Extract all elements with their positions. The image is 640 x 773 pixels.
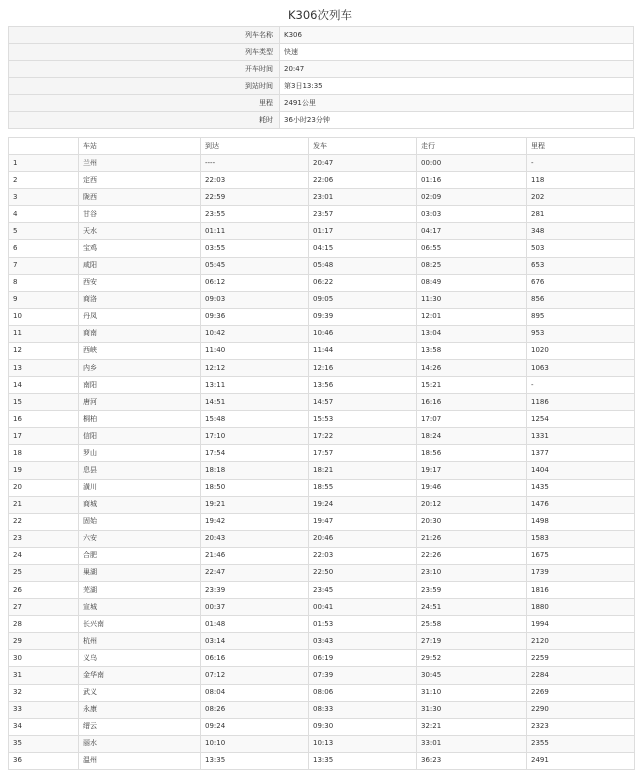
stop-number: 36 [9, 752, 79, 769]
station-name: 六安 [79, 530, 201, 547]
station-name: 永康 [79, 701, 201, 718]
arrival-time: 19:21 [201, 496, 309, 513]
arrival-time: 10:10 [201, 735, 309, 752]
stop-number: 1 [9, 155, 79, 172]
stop-number: 28 [9, 616, 79, 633]
distance: 2284 [527, 667, 635, 684]
page-title: K306次列车 [288, 8, 352, 22]
stop-number: 15 [9, 394, 79, 411]
table-row [9, 718, 635, 735]
elapsed-time: 19:17 [417, 462, 527, 479]
departure-time: 10:46 [309, 325, 417, 342]
elapsed-time: 32:21 [417, 718, 527, 735]
elapsed-time: 23:59 [417, 582, 527, 599]
departure-time: 05:48 [309, 257, 417, 274]
departure-time: 23:45 [309, 582, 417, 599]
stop-number: 5 [9, 223, 79, 240]
arrival-time: 03:55 [201, 240, 309, 257]
table-row [9, 172, 635, 189]
station-name: 杭州 [79, 633, 201, 650]
distance: 2491 [527, 752, 635, 769]
table-row [9, 342, 635, 359]
stop-number: 3 [9, 189, 79, 206]
elapsed-time: 24:51 [417, 599, 527, 616]
distance: 856 [527, 291, 635, 308]
distance: 2120 [527, 633, 635, 650]
station-name: 温州 [79, 752, 201, 769]
departure-time: 12:16 [309, 360, 417, 377]
info-label: 列车类型 [9, 44, 280, 61]
arrival-time: 05:45 [201, 257, 309, 274]
distance: 2355 [527, 735, 635, 752]
distance: 2323 [527, 718, 635, 735]
column-header [9, 138, 79, 155]
departure-time: 01:53 [309, 616, 417, 633]
elapsed-time: 25:58 [417, 616, 527, 633]
elapsed-time: 12:01 [417, 308, 527, 325]
elapsed-time: 16:16 [417, 394, 527, 411]
distance: 1498 [527, 513, 635, 530]
stop-number: 33 [9, 701, 79, 718]
schedule-body [9, 155, 635, 770]
station-name: 固始 [79, 513, 201, 530]
table-row [9, 582, 635, 599]
distance: 2269 [527, 684, 635, 701]
elapsed-time: 14:26 [417, 360, 527, 377]
distance: 1994 [527, 616, 635, 633]
arrival-time: 15:48 [201, 411, 309, 428]
stop-number: 30 [9, 650, 79, 667]
elapsed-time: 23:10 [417, 564, 527, 581]
station-name: 罗山 [79, 445, 201, 462]
elapsed-time: 29:52 [417, 650, 527, 667]
table-row [9, 291, 635, 308]
departure-time: 07:39 [309, 667, 417, 684]
stop-number: 4 [9, 206, 79, 223]
table-row [9, 479, 635, 496]
station-name: 巢湖 [79, 564, 201, 581]
stop-number: 12 [9, 342, 79, 359]
distance: 1254 [527, 411, 635, 428]
table-row [9, 547, 635, 564]
station-name: 缙云 [79, 718, 201, 735]
distance: 1816 [527, 582, 635, 599]
elapsed-time: 19:46 [417, 479, 527, 496]
station-name: 金华南 [79, 667, 201, 684]
elapsed-time: 27:19 [417, 633, 527, 650]
info-row [9, 78, 634, 95]
info-row [9, 95, 634, 112]
elapsed-time: 04:17 [417, 223, 527, 240]
stop-number: 14 [9, 377, 79, 394]
stop-number: 19 [9, 462, 79, 479]
station-name: 西峡 [79, 342, 201, 359]
distance: 895 [527, 308, 635, 325]
elapsed-time: 08:49 [417, 274, 527, 291]
stop-number: 16 [9, 411, 79, 428]
elapsed-time: 36:23 [417, 752, 527, 769]
arrival-time: 14:51 [201, 394, 309, 411]
table-row [9, 308, 635, 325]
departure-time: 13:56 [309, 377, 417, 394]
arrival-time: 13:35 [201, 752, 309, 769]
column-header: 发车 [309, 138, 417, 155]
arrival-time: 18:18 [201, 462, 309, 479]
distance: 1331 [527, 428, 635, 445]
elapsed-time: 13:04 [417, 325, 527, 342]
arrival-time: 22:03 [201, 172, 309, 189]
stop-number: 27 [9, 599, 79, 616]
stop-number: 11 [9, 325, 79, 342]
elapsed-time: 02:09 [417, 189, 527, 206]
elapsed-time: 18:24 [417, 428, 527, 445]
station-name: 商洛 [79, 291, 201, 308]
departure-time: 06:19 [309, 650, 417, 667]
train-info-body [9, 27, 634, 129]
arrival-time: 11:40 [201, 342, 309, 359]
departure-time: 23:01 [309, 189, 417, 206]
arrival-time: 13:11 [201, 377, 309, 394]
distance: 676 [527, 274, 635, 291]
arrival-time: 01:48 [201, 616, 309, 633]
station-name: 武义 [79, 684, 201, 701]
departure-time: 03:43 [309, 633, 417, 650]
elapsed-time: 17:07 [417, 411, 527, 428]
distance: 281 [527, 206, 635, 223]
departure-time: 09:39 [309, 308, 417, 325]
departure-time: 18:21 [309, 462, 417, 479]
stop-number: 24 [9, 547, 79, 564]
elapsed-time: 31:10 [417, 684, 527, 701]
departure-time: 20:47 [309, 155, 417, 172]
arrival-time: 07:12 [201, 667, 309, 684]
info-row [9, 27, 634, 44]
station-name: 商南 [79, 325, 201, 342]
departure-time: 19:47 [309, 513, 417, 530]
distance: 1186 [527, 394, 635, 411]
elapsed-time: 31:30 [417, 701, 527, 718]
station-name: 陇西 [79, 189, 201, 206]
column-header: 里程 [527, 138, 635, 155]
departure-time: 11:44 [309, 342, 417, 359]
elapsed-time: 06:55 [417, 240, 527, 257]
elapsed-time: 33:01 [417, 735, 527, 752]
distance: 1476 [527, 496, 635, 513]
distance: - [527, 377, 635, 394]
distance: 953 [527, 325, 635, 342]
info-row [9, 61, 634, 78]
table-row [9, 223, 635, 240]
distance: 1583 [527, 530, 635, 547]
departure-time: 08:33 [309, 701, 417, 718]
elapsed-time: 03:03 [417, 206, 527, 223]
arrival-time: 06:12 [201, 274, 309, 291]
station-name: 信阳 [79, 428, 201, 445]
info-value: 快速 [280, 44, 634, 61]
info-value: 2491公里 [280, 95, 634, 112]
departure-time: 06:22 [309, 274, 417, 291]
station-name: 芜湖 [79, 582, 201, 599]
station-name: 义乌 [79, 650, 201, 667]
elapsed-time: 13:58 [417, 342, 527, 359]
station-name: 西安 [79, 274, 201, 291]
departure-time: 18:55 [309, 479, 417, 496]
elapsed-time: 22:26 [417, 547, 527, 564]
departure-time: 08:06 [309, 684, 417, 701]
stop-number: 21 [9, 496, 79, 513]
table-row [9, 735, 635, 752]
departure-time: 13:35 [309, 752, 417, 769]
distance: 118 [527, 172, 635, 189]
info-row [9, 112, 634, 129]
station-name: 宝鸡 [79, 240, 201, 257]
departure-time: 01:17 [309, 223, 417, 240]
station-name: 丽水 [79, 735, 201, 752]
station-name: 息县 [79, 462, 201, 479]
info-row [9, 44, 634, 61]
station-name: 兰州 [79, 155, 201, 172]
station-name: 天水 [79, 223, 201, 240]
info-value: 第3日13:35 [280, 78, 634, 95]
table-row [9, 752, 635, 769]
table-row [9, 240, 635, 257]
station-name: 内乡 [79, 360, 201, 377]
stop-number: 8 [9, 274, 79, 291]
distance: 653 [527, 257, 635, 274]
elapsed-time: 08:25 [417, 257, 527, 274]
column-header: 到达 [201, 138, 309, 155]
arrival-time: 19:42 [201, 513, 309, 530]
departure-time: 09:30 [309, 718, 417, 735]
elapsed-time: 15:21 [417, 377, 527, 394]
stop-number: 34 [9, 718, 79, 735]
departure-time: 23:57 [309, 206, 417, 223]
table-row [9, 667, 635, 684]
column-header: 走行 [417, 138, 527, 155]
station-name: 宣城 [79, 599, 201, 616]
table-row [9, 513, 635, 530]
departure-time: 19:24 [309, 496, 417, 513]
elapsed-time: 21:26 [417, 530, 527, 547]
departure-time: 15:53 [309, 411, 417, 428]
table-row [9, 428, 635, 445]
station-name: 甘谷 [79, 206, 201, 223]
table-row [9, 496, 635, 513]
arrival-time: 09:03 [201, 291, 309, 308]
elapsed-time: 18:56 [417, 445, 527, 462]
stop-number: 10 [9, 308, 79, 325]
arrival-time: 18:50 [201, 479, 309, 496]
arrival-time: 22:47 [201, 564, 309, 581]
station-name: 桐柏 [79, 411, 201, 428]
table-row [9, 377, 635, 394]
departure-time: 17:57 [309, 445, 417, 462]
elapsed-time: 20:12 [417, 496, 527, 513]
column-header: 车站 [79, 138, 201, 155]
station-name: 商城 [79, 496, 201, 513]
stop-number: 29 [9, 633, 79, 650]
elapsed-time: 00:00 [417, 155, 527, 172]
table-row [9, 257, 635, 274]
train-info-table [8, 26, 634, 129]
arrival-time: 22:59 [201, 189, 309, 206]
departure-time: 14:57 [309, 394, 417, 411]
info-value: 36小时23分钟 [280, 112, 634, 129]
arrival-time: 03:14 [201, 633, 309, 650]
table-row [9, 445, 635, 462]
arrival-time: 10:42 [201, 325, 309, 342]
stop-number: 7 [9, 257, 79, 274]
stop-number: 2 [9, 172, 79, 189]
table-row [9, 155, 635, 172]
stop-number: 25 [9, 564, 79, 581]
stop-number: 22 [9, 513, 79, 530]
distance: 1404 [527, 462, 635, 479]
info-label: 列车名称 [9, 27, 280, 44]
departure-time: 17:22 [309, 428, 417, 445]
stop-number: 23 [9, 530, 79, 547]
stop-number: 9 [9, 291, 79, 308]
distance: 503 [527, 240, 635, 257]
table-row [9, 411, 635, 428]
table-row [9, 206, 635, 223]
station-name: 南阳 [79, 377, 201, 394]
arrival-time: 17:54 [201, 445, 309, 462]
table-row [9, 189, 635, 206]
table-row [9, 394, 635, 411]
arrival-time: 23:39 [201, 582, 309, 599]
arrival-time: 08:04 [201, 684, 309, 701]
departure-time: 22:50 [309, 564, 417, 581]
arrival-time: 20:43 [201, 530, 309, 547]
arrival-time: 23:55 [201, 206, 309, 223]
table-row [9, 616, 635, 633]
stop-number: 17 [9, 428, 79, 445]
distance: 202 [527, 189, 635, 206]
stop-number: 31 [9, 667, 79, 684]
distance: 1063 [527, 360, 635, 377]
info-value: K306 [280, 27, 634, 44]
distance: 1020 [527, 342, 635, 359]
elapsed-time: 11:30 [417, 291, 527, 308]
arrival-time: 09:36 [201, 308, 309, 325]
info-value: 20:47 [280, 61, 634, 78]
arrival-time: 01:11 [201, 223, 309, 240]
stop-number: 6 [9, 240, 79, 257]
table-row [9, 633, 635, 650]
table-row [9, 274, 635, 291]
arrival-time: 09:24 [201, 718, 309, 735]
info-label: 里程 [9, 95, 280, 112]
departure-time: 22:06 [309, 172, 417, 189]
distance: 2290 [527, 701, 635, 718]
departure-time: 10:13 [309, 735, 417, 752]
table-row [9, 462, 635, 479]
arrival-time: ---- [201, 155, 309, 172]
table-row [9, 650, 635, 667]
table-row [9, 684, 635, 701]
elapsed-time: 30:45 [417, 667, 527, 684]
distance: - [527, 155, 635, 172]
station-name: 长兴南 [79, 616, 201, 633]
departure-time: 04:15 [309, 240, 417, 257]
stop-number: 13 [9, 360, 79, 377]
distance: 1675 [527, 547, 635, 564]
distance: 1739 [527, 564, 635, 581]
departure-time: 20:46 [309, 530, 417, 547]
station-name: 潢川 [79, 479, 201, 496]
info-label: 开车时间 [9, 61, 280, 78]
table-row [9, 701, 635, 718]
station-name: 定西 [79, 172, 201, 189]
station-name: 丹凤 [79, 308, 201, 325]
distance: 1880 [527, 599, 635, 616]
distance: 1435 [527, 479, 635, 496]
stop-number: 32 [9, 684, 79, 701]
arrival-time: 21:46 [201, 547, 309, 564]
distance: 1377 [527, 445, 635, 462]
schedule-table [8, 137, 635, 770]
station-name: 合肥 [79, 547, 201, 564]
elapsed-time: 01:16 [417, 172, 527, 189]
arrival-time: 12:12 [201, 360, 309, 377]
table-row [9, 360, 635, 377]
arrival-time: 08:26 [201, 701, 309, 718]
departure-time: 22:03 [309, 547, 417, 564]
station-name: 咸阳 [79, 257, 201, 274]
table-row [9, 530, 635, 547]
table-row [9, 599, 635, 616]
stop-number: 35 [9, 735, 79, 752]
arrival-time: 06:16 [201, 650, 309, 667]
info-label: 耗时 [9, 112, 280, 129]
distance: 348 [527, 223, 635, 240]
elapsed-time: 20:30 [417, 513, 527, 530]
distance: 2259 [527, 650, 635, 667]
table-row [9, 325, 635, 342]
stop-number: 18 [9, 445, 79, 462]
stop-number: 26 [9, 582, 79, 599]
table-row [9, 564, 635, 581]
departure-time: 00:41 [309, 599, 417, 616]
arrival-time: 17:10 [201, 428, 309, 445]
arrival-time: 00:37 [201, 599, 309, 616]
stop-number: 20 [9, 479, 79, 496]
station-name: 唐河 [79, 394, 201, 411]
schedule-header-row [9, 138, 635, 155]
info-label: 到站时间 [9, 78, 280, 95]
departure-time: 09:05 [309, 291, 417, 308]
